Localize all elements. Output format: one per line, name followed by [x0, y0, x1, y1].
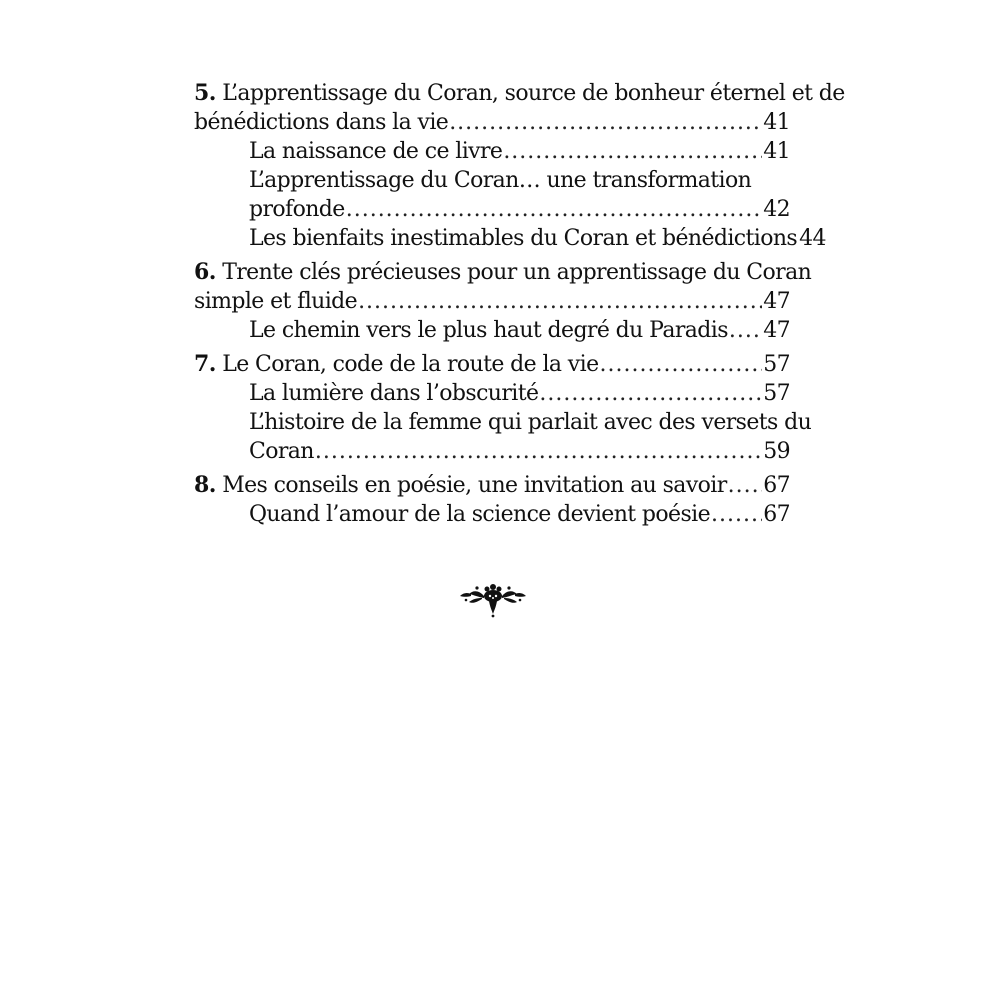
chapter-title: L’apprentissage du Coran, source de bonheur éternel et de: [222, 81, 845, 106]
chapter-title-continued: bénédictions dans la vie: [194, 110, 449, 135]
floral-ornament-icon: [457, 576, 529, 618]
toc-chapter-5: [194, 79, 845, 253]
toc-chapter-6: [194, 258, 812, 345]
toc-chapter-8: [194, 471, 790, 529]
subentry-title: La lumière dans l’obscurité: [249, 381, 539, 406]
toc-subentry[interactable]: [194, 224, 826, 253]
dot-leader: [711, 500, 762, 529]
page-number: 41: [763, 110, 790, 135]
page-number: 57: [763, 352, 790, 377]
chapter-title-line: [194, 258, 812, 287]
toc-subentry[interactable]: [194, 166, 790, 224]
toc-chapter-7: [194, 350, 812, 466]
dot-leader: [729, 316, 762, 345]
dot-leader: [503, 137, 762, 166]
subentry-title: Les bienfaits inestimables du Coran et bénédictions: [249, 226, 798, 251]
subentry-title-continued: profonde: [249, 197, 345, 222]
chapter-number: 5.: [194, 80, 216, 106]
page-number: 67: [763, 502, 790, 527]
chapter-title: Le Coran, code de la route de la vie: [222, 352, 599, 377]
table-of-contents: [194, 79, 845, 534]
toc-subentry[interactable]: [194, 316, 790, 345]
dot-leader: [449, 108, 762, 137]
toc-entry-line[interactable]: [194, 471, 790, 500]
page-number: 59: [763, 439, 790, 464]
chapter-title-continued: simple et fluide: [194, 289, 358, 314]
toc-entry-line[interactable]: [194, 350, 790, 379]
toc-entry-line[interactable]: [194, 108, 790, 137]
dot-leader: [315, 437, 762, 466]
subentry-title: Le chemin vers le plus haut degré du Paradis: [249, 318, 728, 343]
toc-subentry[interactable]: [194, 379, 790, 408]
dot-leader: [346, 195, 762, 224]
chapter-number: 6.: [194, 259, 216, 285]
dot-leader: [539, 379, 762, 408]
subentry-title: Quand l’amour de la science devient poésie: [249, 502, 710, 527]
page-number: 41: [763, 139, 790, 164]
chapter-title: Trente clés précieuses pour un apprentissage du Coran: [222, 260, 812, 285]
chapter-title: Mes conseils en poésie, une invitation au savoir: [222, 473, 727, 498]
page-number: 47: [763, 318, 790, 343]
chapter-number: 8.: [194, 472, 216, 498]
dot-leader: [728, 471, 763, 500]
page-number: 42: [763, 197, 790, 222]
toc-subentry[interactable]: [194, 137, 790, 166]
toc-subentry[interactable]: [194, 408, 812, 466]
subentry-title: La naissance de ce livre: [249, 139, 503, 164]
chapter-title-line: [194, 79, 845, 108]
page-number: 57: [763, 381, 790, 406]
subentry-title: L’apprentissage du Coran… une transformation: [249, 168, 752, 193]
chapter-number: 7.: [194, 351, 216, 377]
dot-leader: [358, 287, 762, 316]
page-number: 47: [763, 289, 790, 314]
page-number: 44: [799, 226, 826, 251]
toc-entry-line[interactable]: [194, 287, 790, 316]
page-number: 67: [763, 473, 790, 498]
toc-subentry[interactable]: [194, 500, 790, 529]
subentry-title-continued: Coran: [249, 439, 314, 464]
dot-leader: [600, 350, 763, 379]
subentry-title: L’histoire de la femme qui parlait avec des versets du: [249, 410, 812, 435]
